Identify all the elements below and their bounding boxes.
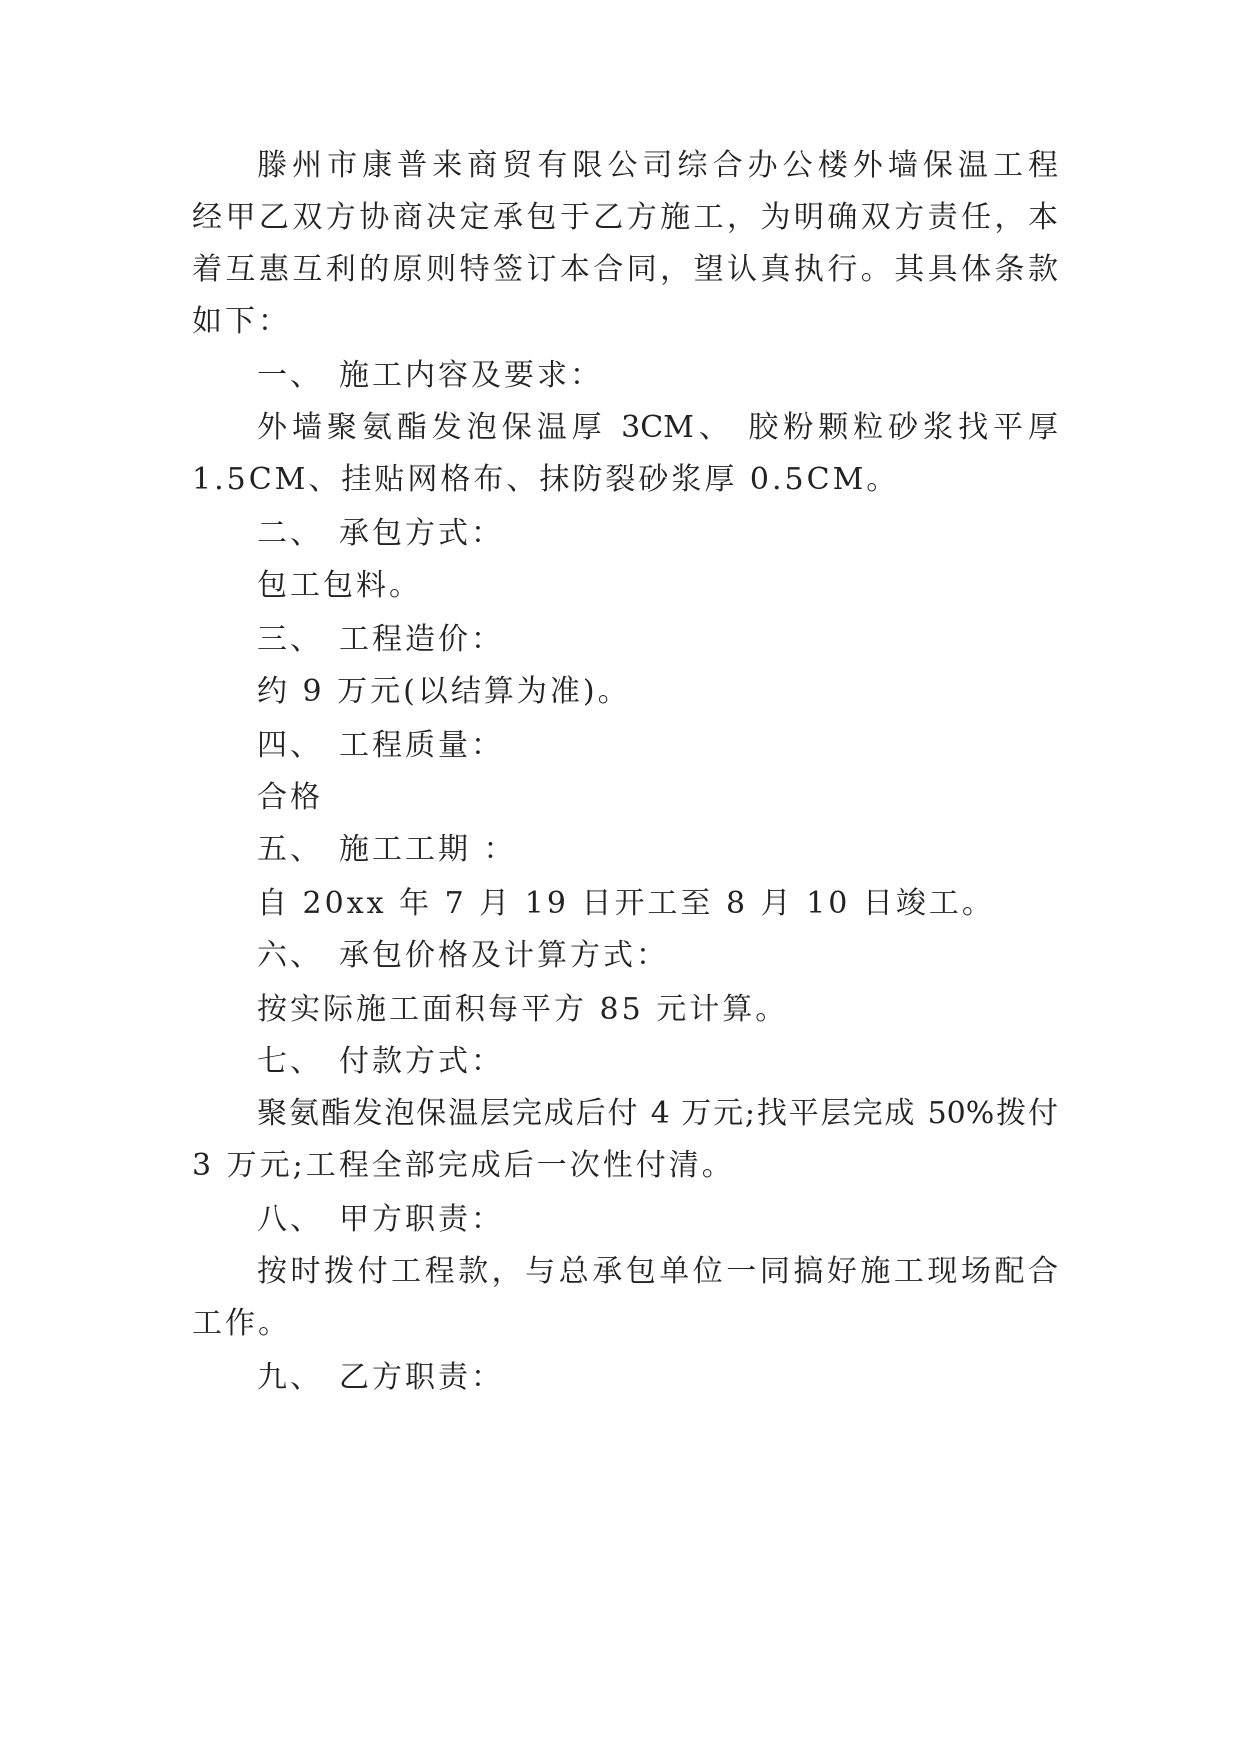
section-number: 六、 [257,938,323,973]
section-heading-1 [257,356,603,396]
section-7-content-line-2: 3 万元;工程全部完成后一次性付清。 [192,1148,735,1183]
section-number: 一、 [257,358,323,393]
section-1-content-line-2: 1.5CM、挂贴网格布、抹防裂砂浆厚 0.5CM。 [192,462,900,497]
section-title: 甲方职责： [339,1202,504,1237]
intro-line-4: 如下： [192,304,291,339]
section-4-content: 合格 [257,780,323,815]
section-title: 施工工期 ： [339,832,517,867]
section-title: 付款方式： [339,1044,504,1079]
intro-line-1: 滕州市康普来商贸有限公司综合办公楼外墙保温工程 [257,148,1058,183]
section-title: 工程质量： [339,728,504,763]
section-heading-6 [257,936,669,976]
intro-line-3: 着互惠互利的原则特签订本合同，望认真执行。其具体条款 [192,252,1058,287]
section-number: 二、 [257,516,323,551]
section-title: 乙方职责： [339,1360,504,1395]
intro-line-2: 经甲乙双方协商决定承包于乙方施工，为明确双方责任，本 [192,200,1058,235]
section-title: 工程造价： [339,622,504,657]
section-6-content: 按实际施工面积每平方 85 元计算。 [257,992,789,1027]
section-number: 四、 [257,728,323,763]
section-title: 施工内容及要求： [339,358,603,393]
section-title: 承包价格及计算方式： [339,938,669,973]
section-number: 八、 [257,1202,323,1237]
section-3-content: 约 9 万元(以结算为准)。 [257,674,631,709]
section-heading-4 [257,726,504,766]
section-number: 三、 [257,622,323,657]
section-heading-8 [257,1200,504,1240]
section-title: 承包方式： [339,516,504,551]
section-number: 九、 [257,1360,323,1395]
section-5-content: 自 20xx 年 7 月 19 日开工至 8 月 10 日竣工。 [257,886,995,921]
section-heading-9 [257,1358,504,1398]
section-number: 七、 [257,1044,323,1079]
section-heading-2 [257,514,504,554]
section-heading-3 [257,620,504,660]
section-number: 五、 [257,832,323,867]
section-heading-7 [257,1042,504,1082]
section-8-content-line-1: 按时拨付工程款，与总承包单位一同搞好施工现场配合 [257,1254,1058,1289]
section-heading-5 [257,830,517,870]
section-2-content: 包工包料。 [257,568,422,603]
section-1-content-line-1: 外墙聚氨酯发泡保温厚 3CM、 胶粉颗粒砂浆找平厚 [257,410,1058,445]
section-7-content-line-1: 聚氨酯发泡保温层完成后付 4 万元;找平层完成 50%拨付 [257,1096,1058,1131]
section-8-content-line-2: 工作。 [192,1306,291,1341]
